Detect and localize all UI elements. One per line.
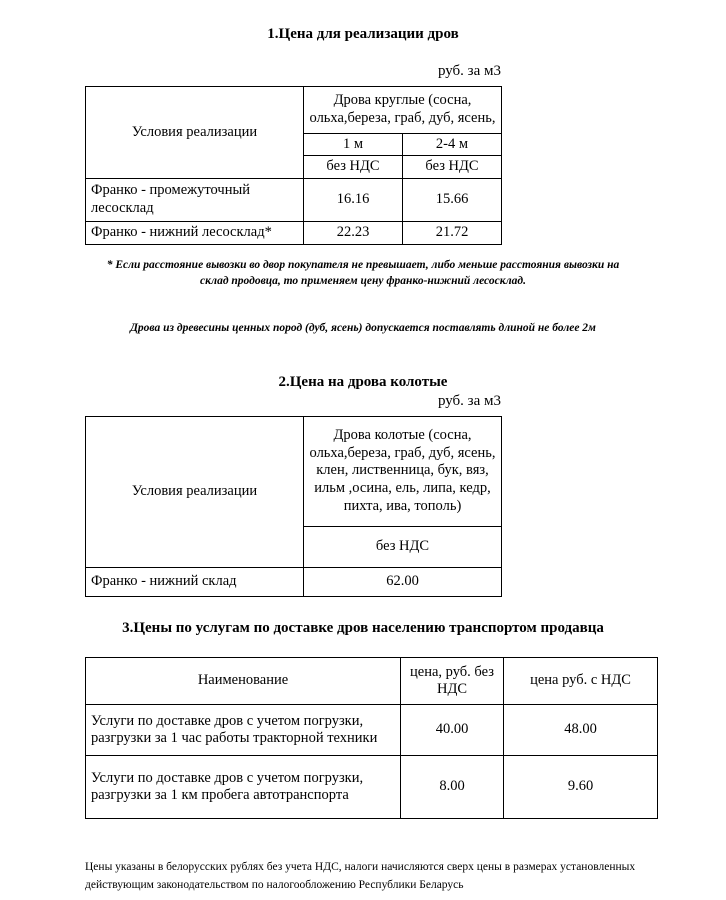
table-row <box>86 222 502 245</box>
row-label-lower-depot: Франко - нижний лесосклад* <box>86 222 304 245</box>
column-header-price-gross: цена руб. с НДС <box>504 658 658 705</box>
price-lower-warehouse: 62.00 <box>304 567 502 596</box>
vat-header-2-4m: без НДС <box>403 156 502 179</box>
spacer <box>0 819 726 859</box>
column-header-name: Наименование <box>86 658 401 705</box>
vat-header-1m: без НДС <box>304 156 403 179</box>
table-row <box>86 705 658 756</box>
spacer-top <box>0 0 726 25</box>
section-2-heading: 2.Цена на дрова колотые <box>278 373 448 390</box>
vat-header: без НДС <box>304 526 502 567</box>
table-row <box>86 179 502 222</box>
row-label-intermediate-depot: Франко - промежуточный лесосклад <box>86 179 304 222</box>
table-row <box>86 86 502 133</box>
product-column-header: Дрова колотые (сосна, ольха,береза, граб, дуб, ясень, клен, лиственница, бук, вяз, ильм ,осина, ель, липа, кедр, пихта, ива, тополь) <box>304 416 502 526</box>
section-2-unit-caption: руб. за м3 <box>437 392 501 409</box>
price-table-split-firewood <box>85 416 502 597</box>
price-table-delivery-services <box>85 657 658 819</box>
length-header-1m: 1 м <box>304 133 403 156</box>
service-price-net-vehicle: 8.00 <box>401 756 504 819</box>
price-intermediate-2-4m: 15.66 <box>403 179 502 222</box>
table-row <box>86 567 502 596</box>
service-label-vehicle-km: Услуги по доставке дров с учетом погрузки, разгрузки за 1 км пробега автотранспорта <box>86 756 401 819</box>
column-header-price-net: цена, руб. без НДС <box>401 658 504 705</box>
price-table-round-firewood <box>85 86 502 245</box>
document-footer-note: Цены указаны в белорусских рублях без учета НДС, налоги начисляются сверх цены в размерах установленных действующим законодательством по налогообложению Республики Беларусь <box>85 861 636 891</box>
spacer <box>0 637 726 657</box>
section-1-heading: 1.Цена для реализации дров <box>267 26 459 42</box>
length-header-2-4m: 2-4 м <box>403 133 502 156</box>
section-1-footnote: * Если расстояние вывозки во двор покупателя не превышает, либо меньше расстояния вывозки на склад продовца, то применяем цену франко-нижний лесосклад. <box>106 258 620 288</box>
spacer <box>0 337 726 373</box>
spacer <box>0 597 726 619</box>
condition-column-header: Условия реализации <box>86 86 304 178</box>
section-1-valuable-species-note: Дрова из древесины ценных пород (дуб, ясень) допускается поставлять длиной не более 2м <box>130 322 596 335</box>
spacer <box>0 290 726 320</box>
service-price-net-tractor: 40.00 <box>401 705 504 756</box>
table-row <box>86 658 658 705</box>
row-label-lower-warehouse: Франко - нижний склад <box>86 567 304 596</box>
product-column-header: Дрова круглые (сосна, ольха,береза, граб, дуб, ясень, <box>304 86 502 133</box>
service-price-gross-vehicle: 9.60 <box>504 756 658 819</box>
table-row <box>86 416 502 526</box>
table-row <box>86 756 658 819</box>
price-lower-2-4m: 21.72 <box>403 222 502 245</box>
section-1-unit-caption: руб. за м3 <box>437 62 501 79</box>
price-intermediate-1m: 16.16 <box>304 179 403 222</box>
spacer <box>0 44 726 62</box>
spacer <box>0 245 726 257</box>
service-price-gross-tractor: 48.00 <box>504 705 658 756</box>
price-lower-1m: 22.23 <box>304 222 403 245</box>
condition-column-header: Условия реализации <box>86 416 304 567</box>
section-3-heading: 3.Цены по услугам по доставке дров населению транспортом продавца <box>122 619 604 636</box>
service-label-tractor-hour: Услуги по доставке дров с учетом погрузки, разгрузки за 1 час работы тракторной техники <box>86 705 401 756</box>
